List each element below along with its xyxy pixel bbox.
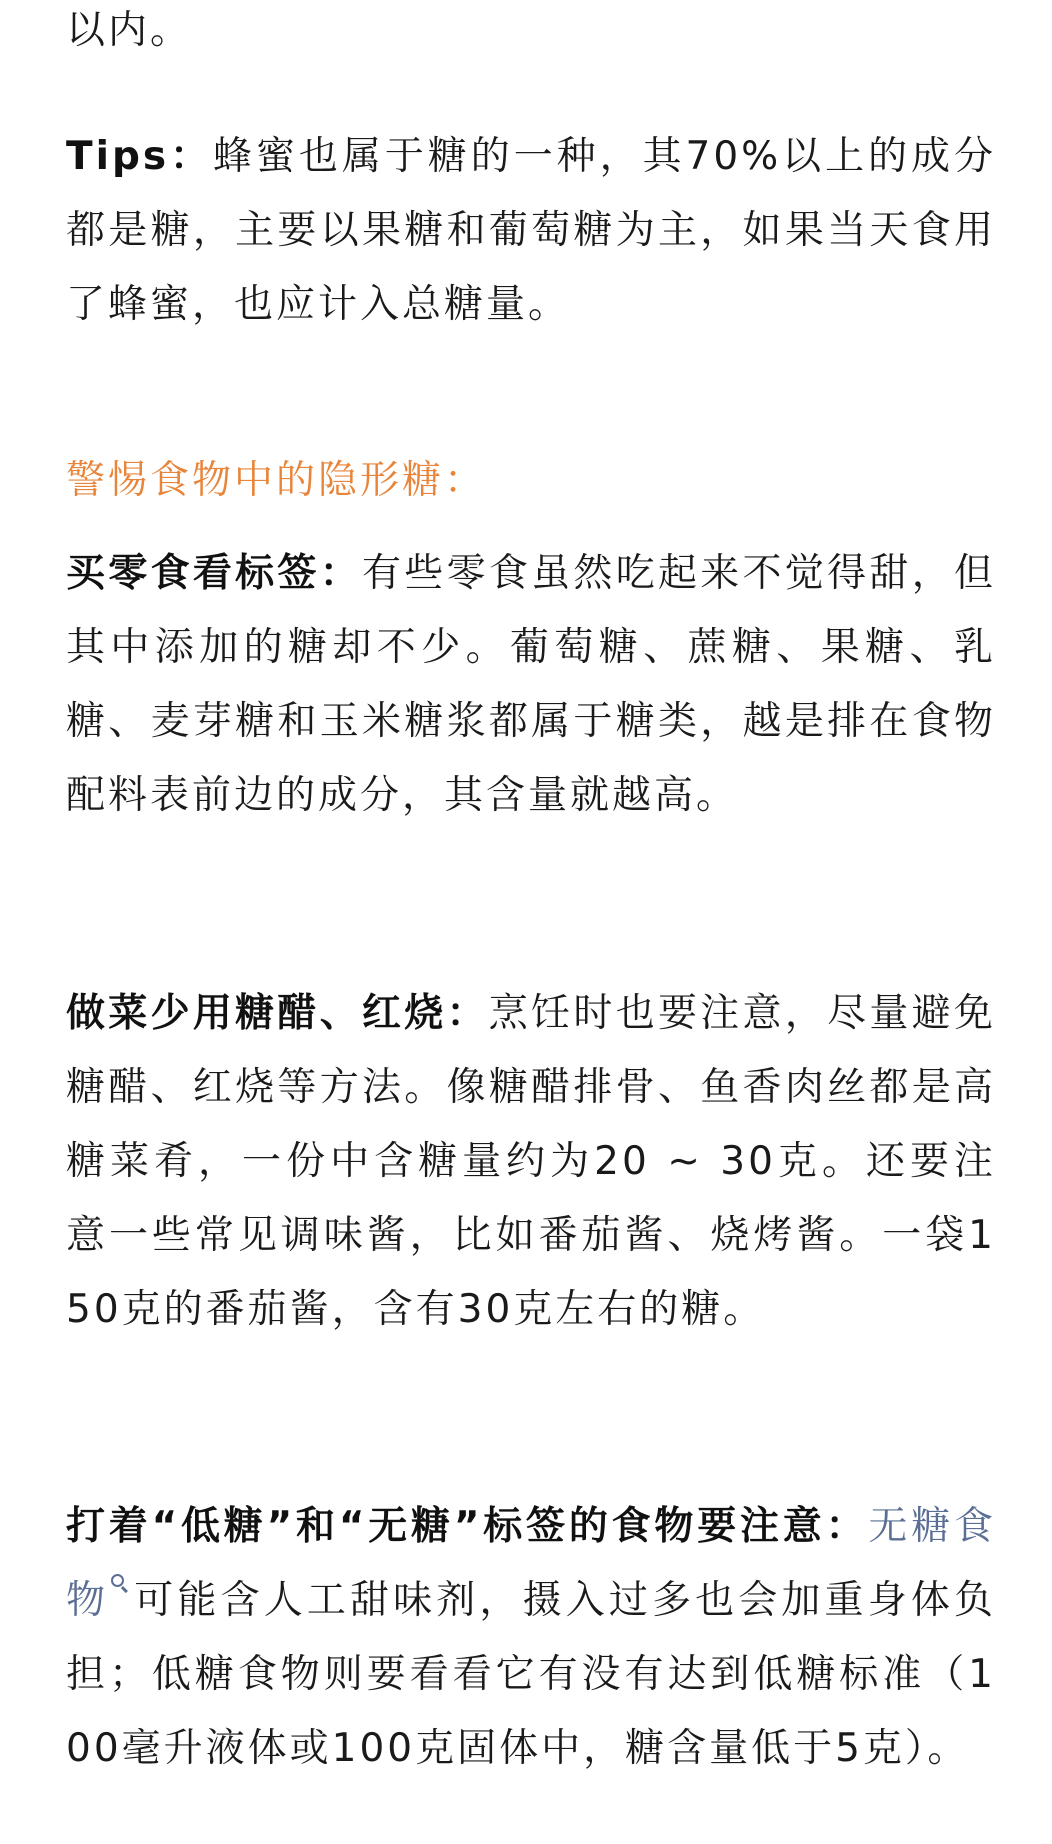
lowsugar-text: 可能含人工甜味剂，摄入过多也会加重身体负担；低糖食物则要看看它有没有达到低糖标准（100毫升液体或100克固体中，糖含量低于5克）。: [66, 1578, 996, 1771]
paragraph-cooking: [66, 977, 996, 1347]
section-heading: 警惕食物中的隐形糖：: [66, 458, 487, 503]
cooking-label: 做菜少用糖醋、红烧：: [66, 991, 489, 1036]
paragraph-previous-end: [66, 0, 996, 68]
paragraph-low-sugar: [66, 1490, 996, 1786]
search-icon[interactable]: [109, 1572, 131, 1602]
snacks-label: 买零食看标签：: [66, 551, 362, 596]
link-text[interactable]: 无糖食物: [66, 1504, 996, 1623]
paragraph-text: 以内。: [66, 8, 193, 53]
cooking-text: 烹饪时也要注意，尽量避免糖醋、红烧等方法。像糖醋排骨、鱼香肉丝都是高糖菜肴，一份中含糖量约为20 ~ 30克。还要注意一些常见调味酱，比如番茄酱、烧烤酱。一袋150克的番茄酱，含有30克左右的糖。: [66, 991, 996, 1332]
tips-text: 蜂蜜也属于糖的一种，其70%以上的成分都是糖，主要以果糖和葡萄糖为主，如果当天食用了蜂蜜，也应计入总糖量。: [66, 134, 996, 327]
snacks-text: 有些零食虽然吃起来不觉得甜，但其中添加的糖却不少。葡萄糖、蔗糖、果糖、乳糖、麦芽糖和玉米糖浆都属于糖类，越是排在食物配料表前边的成分，其含量就越高。: [66, 551, 996, 818]
paragraph-snacks: [66, 537, 996, 833]
paragraph-tips: [66, 120, 996, 342]
lowsugar-label: 打着“低糖”和“无糖”标签的食物要注意：: [66, 1504, 869, 1549]
tips-label: Tips：: [66, 134, 214, 179]
